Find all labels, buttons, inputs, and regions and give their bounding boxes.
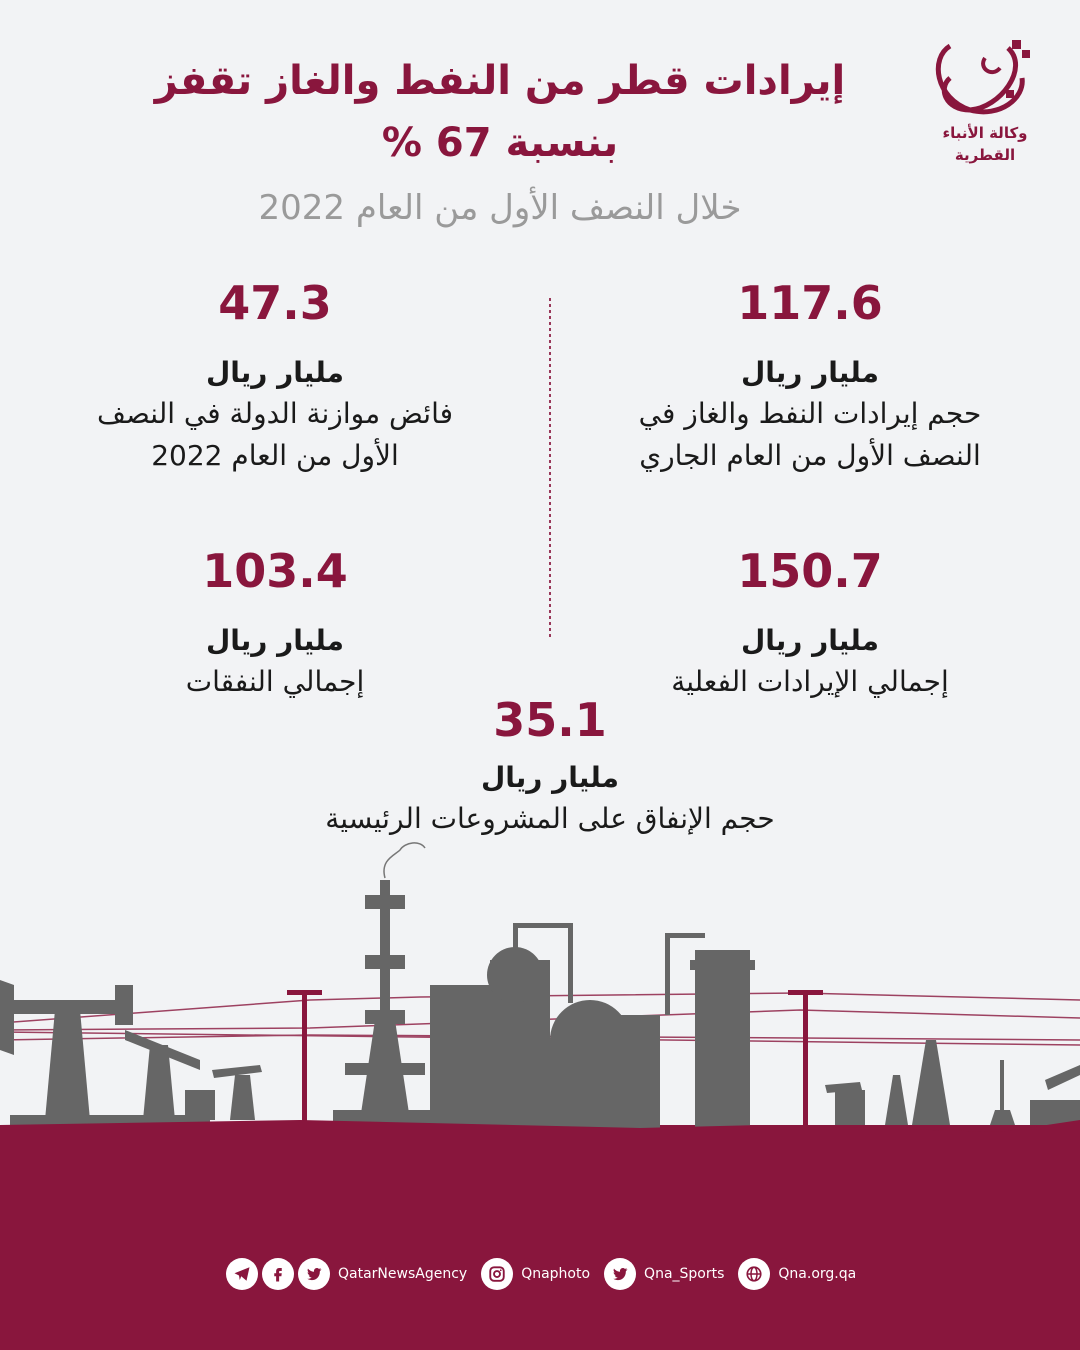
instagram-icon[interactable] (481, 1258, 513, 1290)
stat-value: 47.3 (218, 276, 332, 330)
stat-total-expenditure (50, 543, 500, 703)
stat-unit: مليار ريال (205, 356, 345, 389)
stat-major-projects-spending (250, 692, 850, 840)
stat-desc-line2: الأول من العام 2022 (151, 439, 399, 472)
stat-value: 150.7 (737, 544, 883, 598)
stat-desc-line1: إجمالي الإيرادات الفعلية (671, 665, 949, 698)
stat-unit: مليار ريال (205, 624, 345, 657)
stat-desc-line1: إجمالي النفقات (185, 665, 365, 698)
page-title-line2: بنسبة 67 % (381, 120, 619, 166)
stat-unit: مليار ريال (740, 624, 880, 657)
stat-desc-line1: حجم إيرادات النفط والغاز في (638, 397, 982, 430)
qna-logo (920, 38, 1050, 173)
oil-refinery-skyline-illustration (0, 830, 1080, 1150)
facebook-icon[interactable] (262, 1258, 294, 1290)
center-dotted-divider (549, 298, 551, 638)
logo-text-line2: القطرية (954, 146, 1016, 164)
stat-oil-gas-revenue (590, 275, 1030, 477)
social-label[interactable]: Qnaphoto (521, 1266, 591, 1282)
stat-budget-surplus (50, 275, 500, 477)
globe-icon[interactable] (738, 1258, 770, 1290)
stat-value: 35.1 (493, 693, 607, 747)
stat-unit: مليار ريال (480, 761, 620, 794)
social-label[interactable]: Qna.org.qa (778, 1266, 857, 1282)
stat-value: 117.6 (737, 276, 883, 330)
page-title-line1: إيرادات قطر من النفط والغاز تقفز (154, 58, 846, 104)
stat-value: 103.4 (202, 544, 348, 598)
footer-band (0, 1125, 1080, 1350)
logo-text-line1: وكالة الأنباء (942, 124, 1028, 142)
stat-total-actual-revenue (590, 543, 1030, 703)
telegram-icon[interactable] (226, 1258, 258, 1290)
stat-desc-line1: حجم الإنفاق على المشروعات الرئيسية (325, 802, 775, 835)
twitter-icon[interactable] (298, 1258, 330, 1290)
twitter-icon[interactable] (604, 1258, 636, 1290)
social-label[interactable]: Qna_Sports (644, 1266, 725, 1282)
social-links (226, 1258, 870, 1290)
stat-desc-line1: فائض موازنة الدولة في النصف (96, 397, 453, 430)
social-label[interactable]: QatarNewsAgency (338, 1266, 468, 1282)
stat-desc-line2: النصف الأول من العام الجاري (639, 439, 981, 472)
qna-emblem-icon (930, 38, 1040, 120)
stat-unit: مليار ريال (740, 356, 880, 389)
page-subtitle: خلال النصف الأول من العام 2022 (258, 188, 742, 228)
header (150, 50, 850, 232)
